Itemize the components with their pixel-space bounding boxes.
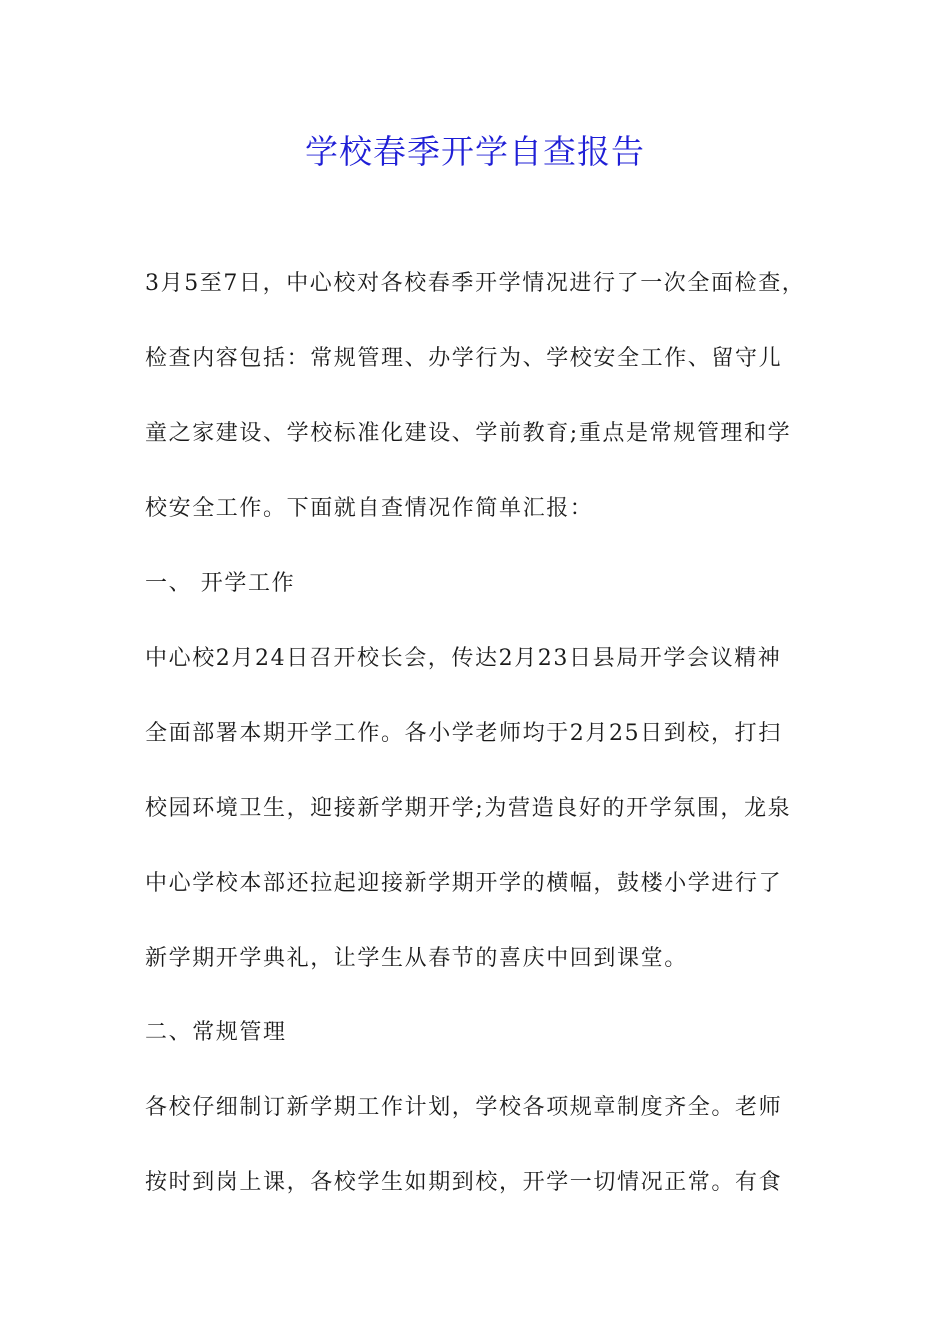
paragraph-line: 按时到岗上课，各校学生如期到校，开学一切情况正常。有食: [145, 1170, 783, 1195]
paragraph-line: 中心校2月24日召开校长会，传达2月23日县局开学会议精神: [145, 646, 782, 671]
paragraph-line: 童之家建设、学校标准化建设、学前教育;重点是常规管理和学: [145, 421, 792, 446]
section-heading: 二、常规管理: [145, 1020, 287, 1045]
paragraph-line: 全面部署本期开学工作。各小学老师均于2月25日到校，打扫: [145, 721, 782, 746]
paragraph-line: 新学期开学典礼，让学生从春节的喜庆中回到课堂。: [145, 946, 688, 971]
paragraph-line: 检查内容包括：常规管理、办学行为、学校安全工作、留守儿: [145, 346, 783, 371]
paragraph-line: 校园环境卫生，迎接新学期开学;为营造良好的开学氛围，龙泉: [145, 796, 792, 821]
section-heading: 一、 开学工作: [145, 571, 296, 596]
paragraph-line: 3月5至7日，中心校对各校春季开学情况进行了一次全面检查，: [145, 271, 806, 296]
document-title: 学校春季开学自查报告: [305, 132, 645, 171]
paragraph-line: 校安全工作。下面就自查情况作简单汇报：: [145, 496, 594, 521]
paragraph-line: 中心学校本部还拉起迎接新学期开学的横幅，鼓楼小学进行了: [145, 871, 783, 896]
paragraph-line: 各校仔细制订新学期工作计划，学校各项规章制度齐全。老师: [145, 1095, 783, 1120]
